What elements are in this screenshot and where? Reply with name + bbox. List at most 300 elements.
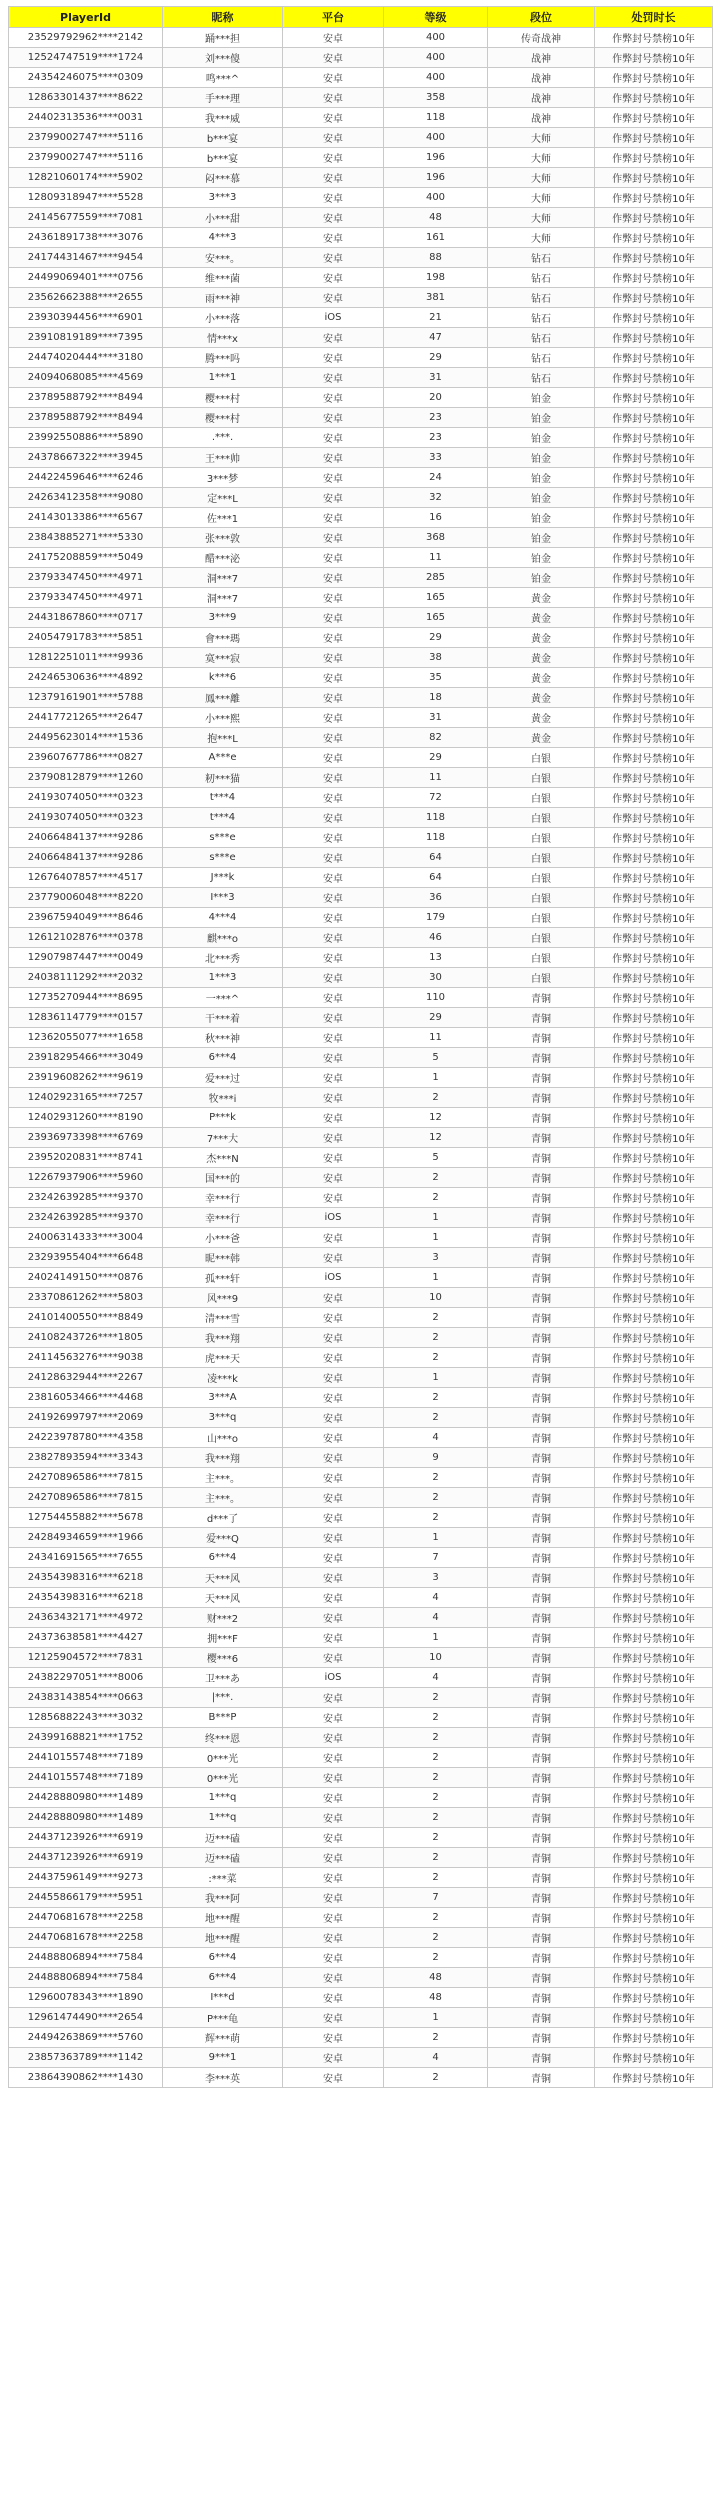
- cell-rank: 青铜: [488, 2048, 595, 2068]
- table-row: [9, 988, 713, 1008]
- cell-level: 2: [384, 1828, 488, 1848]
- cell-player-id: 23843885271****5330: [9, 528, 163, 548]
- cell-platform: 安卓: [283, 1988, 384, 2008]
- table-row: [9, 448, 713, 468]
- cell-penalty: 作弊封号禁榜10年: [595, 1108, 713, 1128]
- cell-nickname: 风***9: [163, 1288, 283, 1308]
- cell-player-id: 24363432171****4972: [9, 1608, 163, 1628]
- cell-platform: 安卓: [283, 1168, 384, 1188]
- cell-player-id: 23562662388****2655: [9, 288, 163, 308]
- cell-nickname: 6***4: [163, 1948, 283, 1968]
- cell-player-id: 12524747519****1724: [9, 48, 163, 68]
- cell-platform: 安卓: [283, 708, 384, 728]
- cell-player-id: 23799002747****5116: [9, 128, 163, 148]
- cell-platform: 安卓: [283, 88, 384, 108]
- table-row: [9, 1168, 713, 1188]
- cell-nickname: 北***秀: [163, 948, 283, 968]
- cell-platform: 安卓: [283, 1108, 384, 1128]
- cell-penalty: 作弊封号禁榜10年: [595, 368, 713, 388]
- cell-level: 2: [384, 1328, 488, 1348]
- cell-penalty: 作弊封号禁榜10年: [595, 668, 713, 688]
- cell-player-id: 24108243726****1805: [9, 1328, 163, 1348]
- cell-nickname: 山***o: [163, 1428, 283, 1448]
- cell-platform: 安卓: [283, 1928, 384, 1948]
- cell-penalty: 作弊封号禁榜10年: [595, 1628, 713, 1648]
- cell-platform: 安卓: [283, 1228, 384, 1248]
- cell-platform: 安卓: [283, 448, 384, 468]
- cell-level: 32: [384, 488, 488, 508]
- cell-penalty: 作弊封号禁榜10年: [595, 88, 713, 108]
- cell-rank: 青铜: [488, 1468, 595, 1488]
- cell-penalty: 作弊封号禁榜10年: [595, 1688, 713, 1708]
- table-row: [9, 1488, 713, 1508]
- cell-nickname: 踊***担: [163, 28, 283, 48]
- cell-penalty: 作弊封号禁榜10年: [595, 1968, 713, 1988]
- cell-rank: 黄金: [488, 648, 595, 668]
- cell-nickname: 迈***磕: [163, 1848, 283, 1868]
- cell-rank: 青铜: [488, 1328, 595, 1348]
- cell-platform: 安卓: [283, 1508, 384, 1528]
- cell-platform: 安卓: [283, 628, 384, 648]
- cell-level: 4: [384, 1588, 488, 1608]
- cell-level: 1: [384, 1068, 488, 1088]
- cell-level: 2: [384, 1308, 488, 1328]
- cell-level: 2: [384, 1168, 488, 1188]
- cell-player-id: 23960767786****0827: [9, 748, 163, 768]
- cell-level: 2: [384, 1788, 488, 1808]
- cell-penalty: 作弊封号禁榜10年: [595, 168, 713, 188]
- cell-platform: 安卓: [283, 1808, 384, 1828]
- cell-penalty: 作弊封号禁榜10年: [595, 1428, 713, 1448]
- header-row: [9, 7, 713, 28]
- cell-level: 118: [384, 828, 488, 848]
- cell-player-id: 23242639285****9370: [9, 1188, 163, 1208]
- cell-penalty: 作弊封号禁榜10年: [595, 1188, 713, 1208]
- cell-platform: 安卓: [283, 688, 384, 708]
- cell-platform: 安卓: [283, 1028, 384, 1048]
- table-row: [9, 888, 713, 908]
- cell-platform: 安卓: [283, 168, 384, 188]
- cell-level: 1: [384, 1628, 488, 1648]
- cell-player-id: 24378667322****3945: [9, 448, 163, 468]
- cell-penalty: 作弊封号禁榜10年: [595, 1588, 713, 1608]
- cell-penalty: 作弊封号禁榜10年: [595, 1288, 713, 1308]
- cell-platform: 安卓: [283, 328, 384, 348]
- table-row: [9, 308, 713, 328]
- cell-nickname: A***e: [163, 748, 283, 768]
- cell-rank: 钻石: [488, 348, 595, 368]
- cell-level: 82: [384, 728, 488, 748]
- cell-nickname: 1***1: [163, 368, 283, 388]
- table-row: [9, 1008, 713, 1028]
- cell-level: 11: [384, 1028, 488, 1048]
- table-row: [9, 1468, 713, 1488]
- cell-platform: 安卓: [283, 1748, 384, 1768]
- cell-nickname: 麒***o: [163, 928, 283, 948]
- cell-player-id: 12907987447****0049: [9, 948, 163, 968]
- cell-penalty: 作弊封号禁榜10年: [595, 1808, 713, 1828]
- cell-player-id: 12612102876****0378: [9, 928, 163, 948]
- ban-list-table: [8, 6, 713, 2088]
- cell-nickname: 迈***磕: [163, 1828, 283, 1848]
- table-row: [9, 328, 713, 348]
- cell-nickname: 我***阿: [163, 1888, 283, 1908]
- cell-rank: 青铜: [488, 2028, 595, 2048]
- cell-level: 4: [384, 1428, 488, 1448]
- cell-penalty: 作弊封号禁榜10年: [595, 1008, 713, 1028]
- cell-player-id: 12379161901****5788: [9, 688, 163, 708]
- cell-platform: 安卓: [283, 1248, 384, 1268]
- cell-platform: 安卓: [283, 1688, 384, 1708]
- cell-nickname: 樱***6: [163, 1648, 283, 1668]
- cell-platform: 安卓: [283, 28, 384, 48]
- cell-penalty: 作弊封号禁榜10年: [595, 228, 713, 248]
- cell-player-id: 24437123926****6919: [9, 1828, 163, 1848]
- cell-penalty: 作弊封号禁榜10年: [595, 568, 713, 588]
- cell-rank: 青铜: [488, 1888, 595, 1908]
- cell-nickname: 我***翔: [163, 1328, 283, 1348]
- cell-player-id: 23967594049****8646: [9, 908, 163, 928]
- cell-nickname: 幸***行: [163, 1188, 283, 1208]
- table-row: [9, 88, 713, 108]
- cell-penalty: 作弊封号禁榜10年: [595, 1448, 713, 1468]
- cell-platform: 安卓: [283, 1428, 384, 1448]
- cell-nickname: 凌***k: [163, 1368, 283, 1388]
- table-row: [9, 268, 713, 288]
- table-row: [9, 1248, 713, 1268]
- cell-level: 46: [384, 928, 488, 948]
- cell-player-id: 12267937906****5960: [9, 1168, 163, 1188]
- cell-level: 7: [384, 1888, 488, 1908]
- table-body: [9, 28, 713, 2088]
- table-row: [9, 1088, 713, 1108]
- cell-level: 4: [384, 1668, 488, 1688]
- cell-nickname: |***.: [163, 1688, 283, 1708]
- cell-rank: 大师: [488, 128, 595, 148]
- cell-player-id: 23789588792****8494: [9, 408, 163, 428]
- cell-penalty: 作弊封号禁榜10年: [595, 1548, 713, 1568]
- cell-rank: 青铜: [488, 1388, 595, 1408]
- cell-platform: 安卓: [283, 668, 384, 688]
- cell-rank: 青铜: [488, 1208, 595, 1228]
- cell-level: 165: [384, 608, 488, 628]
- cell-platform: 安卓: [283, 728, 384, 748]
- cell-rank: 黄金: [488, 628, 595, 648]
- cell-rank: 青铜: [488, 1068, 595, 1088]
- table-row: [9, 1408, 713, 1428]
- cell-penalty: 作弊封号禁榜10年: [595, 1668, 713, 1688]
- cell-penalty: 作弊封号禁榜10年: [595, 708, 713, 728]
- cell-platform: 安卓: [283, 1088, 384, 1108]
- table-row: [9, 1288, 713, 1308]
- cell-platform: 安卓: [283, 1788, 384, 1808]
- cell-platform: 安卓: [283, 1148, 384, 1168]
- cell-platform: iOS: [283, 308, 384, 328]
- cell-level: 400: [384, 28, 488, 48]
- cell-penalty: 作弊封号禁榜10年: [595, 1648, 713, 1668]
- table-row: [9, 388, 713, 408]
- cell-nickname: 7***大: [163, 1128, 283, 1148]
- cell-penalty: 作弊封号禁榜10年: [595, 728, 713, 748]
- cell-penalty: 作弊封号禁榜10年: [595, 1148, 713, 1168]
- cell-penalty: 作弊封号禁榜10年: [595, 1888, 713, 1908]
- cell-nickname: B***P: [163, 1708, 283, 1728]
- cell-penalty: 作弊封号禁榜10年: [595, 248, 713, 268]
- cell-level: 118: [384, 108, 488, 128]
- cell-platform: 安卓: [283, 1408, 384, 1428]
- cell-player-id: 24174431467****9454: [9, 248, 163, 268]
- cell-nickname: s***e: [163, 828, 283, 848]
- cell-penalty: 作弊封号禁榜10年: [595, 1208, 713, 1228]
- cell-nickname: P***k: [163, 1108, 283, 1128]
- cell-rank: 青铜: [488, 1408, 595, 1428]
- cell-nickname: 我***翔: [163, 1448, 283, 1468]
- cell-nickname: 樱***村: [163, 388, 283, 408]
- cell-player-id: 12362055077****1658: [9, 1028, 163, 1048]
- table-row: [9, 1388, 713, 1408]
- cell-platform: 安卓: [283, 1188, 384, 1208]
- cell-penalty: 作弊封号禁榜10年: [595, 848, 713, 868]
- cell-penalty: 作弊封号禁榜10年: [595, 988, 713, 1008]
- cell-nickname: 定***L: [163, 488, 283, 508]
- table-row: [9, 788, 713, 808]
- cell-penalty: 作弊封号禁榜10年: [595, 1328, 713, 1348]
- table-row: [9, 1148, 713, 1168]
- cell-penalty: 作弊封号禁榜10年: [595, 1028, 713, 1048]
- cell-nickname: 幸***行: [163, 1208, 283, 1228]
- cell-penalty: 作弊封号禁榜10年: [595, 1388, 713, 1408]
- cell-penalty: 作弊封号禁榜10年: [595, 2008, 713, 2028]
- cell-player-id: 23242639285****9370: [9, 1208, 163, 1228]
- cell-nickname: 洞***7: [163, 568, 283, 588]
- cell-penalty: 作弊封号禁榜10年: [595, 648, 713, 668]
- table-row: [9, 1068, 713, 1088]
- cell-level: 118: [384, 808, 488, 828]
- cell-level: 2: [384, 1848, 488, 1868]
- cell-penalty: 作弊封号禁榜10年: [595, 2028, 713, 2048]
- cell-level: 1: [384, 2008, 488, 2028]
- table-row: [9, 548, 713, 568]
- cell-penalty: 作弊封号禁榜10年: [595, 268, 713, 288]
- cell-level: 110: [384, 988, 488, 1008]
- cell-nickname: 1***q: [163, 1788, 283, 1808]
- table-row: [9, 1848, 713, 1868]
- cell-level: 2: [384, 1928, 488, 1948]
- cell-rank: 铂金: [488, 448, 595, 468]
- cell-level: 36: [384, 888, 488, 908]
- cell-player-id: 24428880980****1489: [9, 1808, 163, 1828]
- cell-rank: 青铜: [488, 1368, 595, 1388]
- table-row: [9, 868, 713, 888]
- cell-nickname: 小***熙: [163, 708, 283, 728]
- cell-level: 88: [384, 248, 488, 268]
- cell-platform: 安卓: [283, 748, 384, 768]
- cell-platform: 安卓: [283, 1348, 384, 1368]
- cell-rank: 铂金: [488, 528, 595, 548]
- cell-nickname: 抱***L: [163, 728, 283, 748]
- table-row: [9, 1208, 713, 1228]
- cell-level: 1: [384, 1528, 488, 1548]
- cell-platform: 安卓: [283, 2048, 384, 2068]
- cell-player-id: 23992550886****5890: [9, 428, 163, 448]
- cell-platform: 安卓: [283, 548, 384, 568]
- table-row: [9, 1728, 713, 1748]
- cell-rank: 青铜: [488, 1788, 595, 1808]
- cell-penalty: 作弊封号禁榜10年: [595, 1408, 713, 1428]
- table-row: [9, 108, 713, 128]
- cell-nickname: 小***甜: [163, 208, 283, 228]
- cell-nickname: 手***理: [163, 88, 283, 108]
- cell-rank: 青铜: [488, 1948, 595, 1968]
- table-row: [9, 1588, 713, 1608]
- cell-rank: 青铜: [488, 1808, 595, 1828]
- cell-platform: 安卓: [283, 188, 384, 208]
- cell-rank: 青铜: [488, 1588, 595, 1608]
- cell-platform: 安卓: [283, 868, 384, 888]
- cell-rank: 青铜: [488, 1188, 595, 1208]
- cell-player-id: 24284934659****1966: [9, 1528, 163, 1548]
- cell-nickname: 我***威: [163, 108, 283, 128]
- cell-player-id: 24488806894****7584: [9, 1948, 163, 1968]
- cell-nickname: 醋***泌: [163, 548, 283, 568]
- cell-rank: 青铜: [488, 1568, 595, 1588]
- cell-penalty: 作弊封号禁榜10年: [595, 448, 713, 468]
- cell-nickname: 清***雪: [163, 1308, 283, 1328]
- cell-penalty: 作弊封号禁榜10年: [595, 1268, 713, 1288]
- cell-player-id: 23370861262****5803: [9, 1288, 163, 1308]
- cell-player-id: 12754455882****5678: [9, 1508, 163, 1528]
- cell-penalty: 作弊封号禁榜10年: [595, 1348, 713, 1368]
- cell-penalty: 作弊封号禁榜10年: [595, 148, 713, 168]
- table-header: [9, 7, 713, 28]
- cell-player-id: 12812251011****9936: [9, 648, 163, 668]
- cell-platform: 安卓: [283, 1048, 384, 1068]
- cell-penalty: 作弊封号禁榜10年: [595, 488, 713, 508]
- cell-platform: 安卓: [283, 1288, 384, 1308]
- cell-rank: 白银: [488, 888, 595, 908]
- cell-player-id: 24024149150****0876: [9, 1268, 163, 1288]
- cell-level: 31: [384, 708, 488, 728]
- cell-rank: 青铜: [488, 1308, 595, 1328]
- cell-nickname: 鳳***離: [163, 688, 283, 708]
- cell-platform: 安卓: [283, 808, 384, 828]
- cell-level: 12: [384, 1108, 488, 1128]
- cell-platform: 安卓: [283, 948, 384, 968]
- table-row: [9, 948, 713, 968]
- cell-level: 31: [384, 368, 488, 388]
- cell-player-id: 12856882243****3032: [9, 1708, 163, 1728]
- cell-level: 2: [384, 1688, 488, 1708]
- cell-player-id: 23930394456****6901: [9, 308, 163, 328]
- cell-nickname: 李***英: [163, 2068, 283, 2088]
- cell-nickname: 主***。: [163, 1488, 283, 1508]
- cell-nickname: 刘***傻: [163, 48, 283, 68]
- cell-player-id: 24354398316****6218: [9, 1568, 163, 1588]
- cell-platform: 安卓: [283, 608, 384, 628]
- cell-rank: 大师: [488, 168, 595, 188]
- cell-player-id: 24270896586****7815: [9, 1488, 163, 1508]
- cell-platform: 安卓: [283, 68, 384, 88]
- cell-platform: 安卓: [283, 1368, 384, 1388]
- cell-player-id: 23799002747****5116: [9, 148, 163, 168]
- cell-rank: 青铜: [488, 1908, 595, 1928]
- cell-nickname: 情***x: [163, 328, 283, 348]
- cell-level: 30: [384, 968, 488, 988]
- cell-rank: 战神: [488, 68, 595, 88]
- cell-player-id: 24263412358****9080: [9, 488, 163, 508]
- cell-level: 48: [384, 1988, 488, 2008]
- cell-level: 33: [384, 448, 488, 468]
- cell-rank: 白银: [488, 768, 595, 788]
- table-row: [9, 1268, 713, 1288]
- cell-nickname: 地***醒: [163, 1908, 283, 1928]
- cell-rank: 青铜: [488, 1168, 595, 1188]
- table-row: [9, 1668, 713, 1688]
- cell-penalty: 作弊封号禁榜10年: [595, 748, 713, 768]
- cell-platform: 安卓: [283, 248, 384, 268]
- cell-rank: 青铜: [488, 1868, 595, 1888]
- cell-penalty: 作弊封号禁榜10年: [595, 528, 713, 548]
- cell-level: 368: [384, 528, 488, 548]
- cell-penalty: 作弊封号禁榜10年: [595, 688, 713, 708]
- cell-platform: 安卓: [283, 1908, 384, 1928]
- table-row: [9, 1368, 713, 1388]
- table-row: [9, 528, 713, 548]
- cell-rank: 铂金: [488, 388, 595, 408]
- cell-penalty: 作弊封号禁榜10年: [595, 1848, 713, 1868]
- cell-player-id: 24145677559****7081: [9, 208, 163, 228]
- cell-penalty: 作弊封号禁榜10年: [595, 388, 713, 408]
- cell-penalty: 作弊封号禁榜10年: [595, 868, 713, 888]
- cell-platform: 安卓: [283, 1888, 384, 1908]
- cell-nickname: 3***梦: [163, 468, 283, 488]
- cell-penalty: 作弊封号禁榜10年: [595, 788, 713, 808]
- table-row: [9, 1528, 713, 1548]
- cell-platform: 安卓: [283, 768, 384, 788]
- cell-level: 400: [384, 128, 488, 148]
- cell-player-id: 24470681678****2258: [9, 1928, 163, 1948]
- cell-penalty: 作弊封号禁榜10年: [595, 968, 713, 988]
- cell-nickname: 干***着: [163, 1008, 283, 1028]
- cell-player-id: 24066484137****9286: [9, 828, 163, 848]
- cell-rank: 白银: [488, 908, 595, 928]
- cell-platform: 安卓: [283, 1008, 384, 1028]
- cell-rank: 白银: [488, 868, 595, 888]
- cell-nickname: 地***醒: [163, 1928, 283, 1948]
- cell-penalty: 作弊封号禁榜10年: [595, 1308, 713, 1328]
- cell-nickname: 4***4: [163, 908, 283, 928]
- cell-platform: 安卓: [283, 1828, 384, 1848]
- cell-nickname: 昵***韩: [163, 1248, 283, 1268]
- cell-rank: 铂金: [488, 408, 595, 428]
- header-penalty: 处罚时长: [595, 7, 713, 28]
- cell-player-id: 24094068085****4569: [9, 368, 163, 388]
- cell-penalty: 作弊封号禁榜10年: [595, 1868, 713, 1888]
- table-row: [9, 168, 713, 188]
- cell-platform: 安卓: [283, 1628, 384, 1648]
- cell-level: 23: [384, 428, 488, 448]
- cell-level: 2: [384, 1408, 488, 1428]
- cell-level: 381: [384, 288, 488, 308]
- cell-player-id: 24054791783****5851: [9, 628, 163, 648]
- cell-penalty: 作弊封号禁榜10年: [595, 808, 713, 828]
- table-row: [9, 368, 713, 388]
- cell-level: 12: [384, 1128, 488, 1148]
- table-row: [9, 648, 713, 668]
- cell-rank: 白银: [488, 928, 595, 948]
- cell-rank: 青铜: [488, 1848, 595, 1868]
- cell-player-id: 24193074050****0323: [9, 788, 163, 808]
